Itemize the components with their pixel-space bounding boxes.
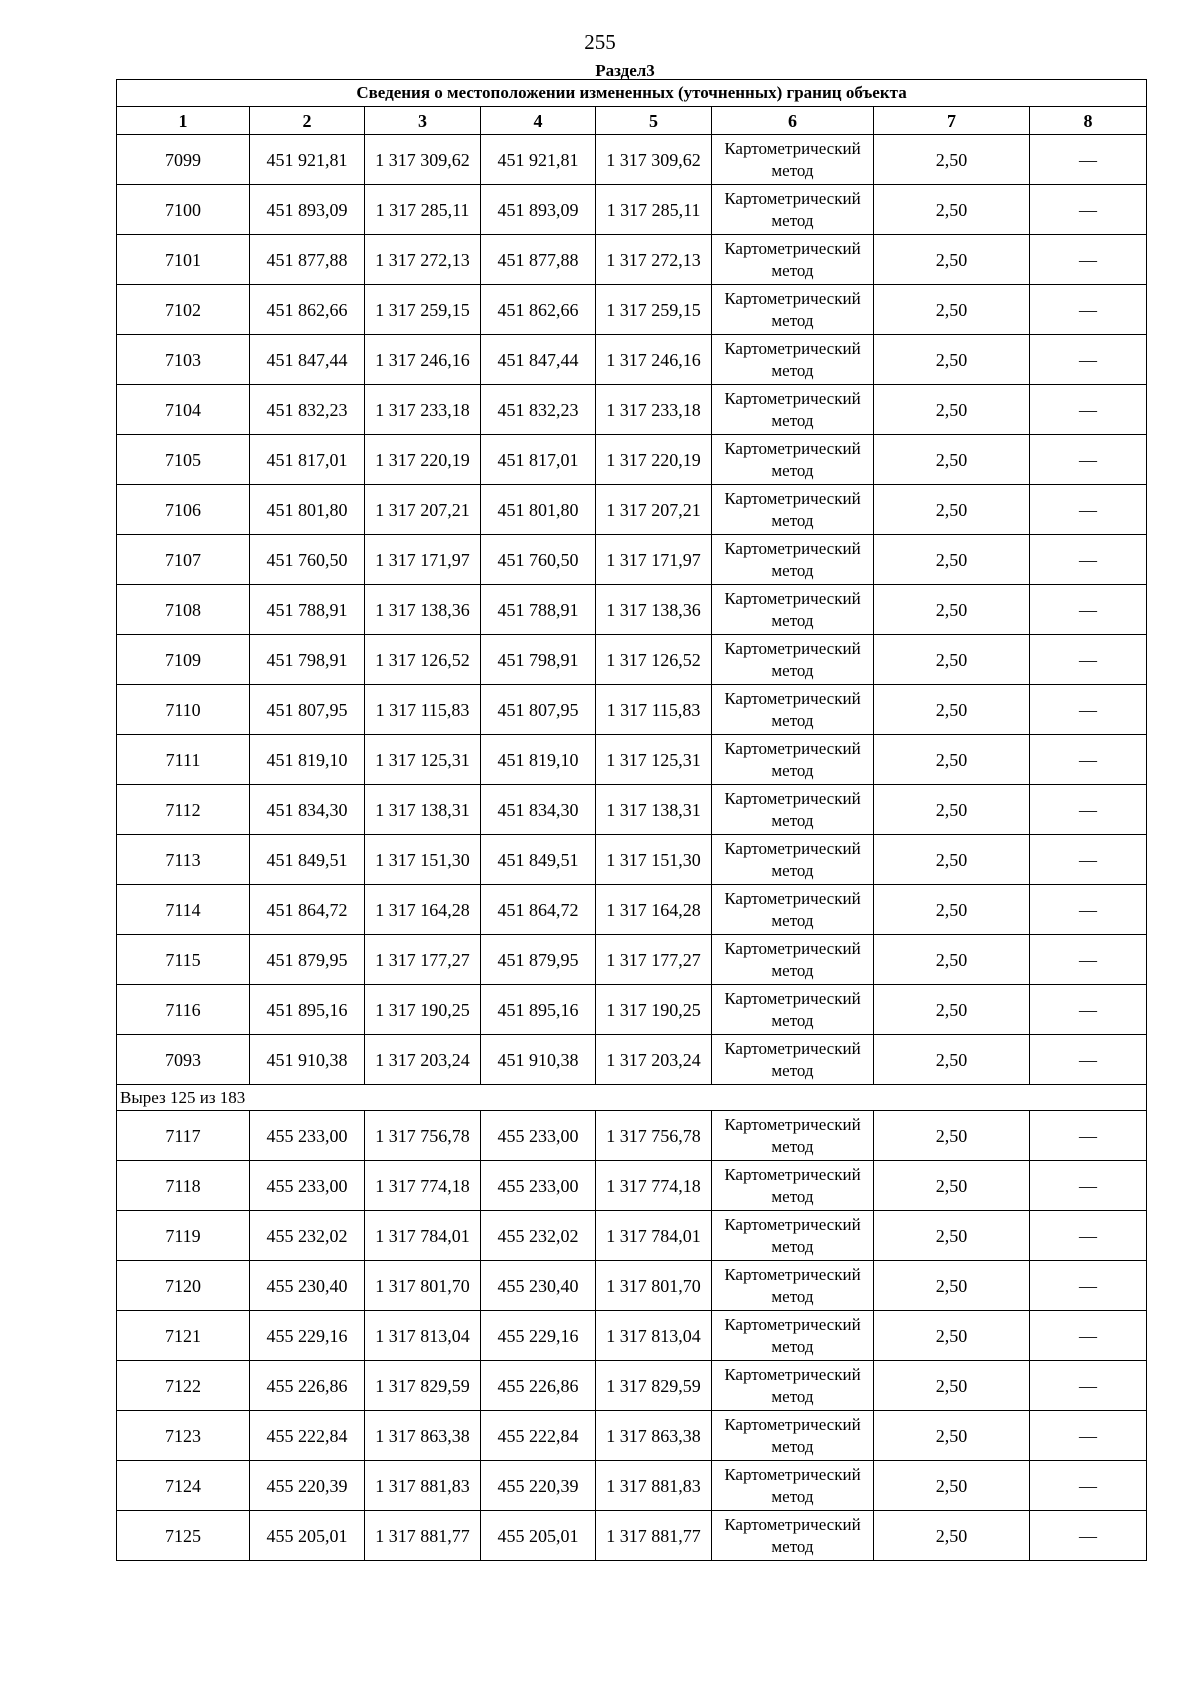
table-cell: 455 205,01 <box>250 1511 365 1561</box>
table-body-b <box>117 1111 1147 1561</box>
table-cell: 2,50 <box>874 1461 1030 1511</box>
table-cell: 1 317 829,59 <box>365 1361 481 1411</box>
table-cell: 2,50 <box>874 735 1030 785</box>
table-cell: 1 317 863,38 <box>365 1411 481 1461</box>
table-cell: 1 317 246,16 <box>596 335 712 385</box>
column-header: 7 <box>874 107 1030 135</box>
table-cell: Картометрический метод <box>712 285 874 335</box>
table-cell: 2,50 <box>874 1211 1030 1261</box>
table-cell: 451 788,91 <box>481 585 596 635</box>
table-cell: 1 317 813,04 <box>596 1311 712 1361</box>
table-cell: 1 317 164,28 <box>365 885 481 935</box>
table-cell: 1 317 813,04 <box>365 1311 481 1361</box>
column-header: 2 <box>250 107 365 135</box>
table-cell: 451 921,81 <box>250 135 365 185</box>
table-cell: 451 862,66 <box>481 285 596 335</box>
table-cell: Картометрический метод <box>712 635 874 685</box>
table-cell: — <box>1030 385 1147 435</box>
table-cell: 2,50 <box>874 785 1030 835</box>
coordinates-table <box>116 79 1147 1561</box>
header-row <box>117 107 1147 135</box>
table-row <box>117 135 1147 185</box>
table-cell: — <box>1030 1211 1147 1261</box>
group-row <box>117 1085 1147 1111</box>
table-cell: 7104 <box>117 385 250 435</box>
table-cell: — <box>1030 1161 1147 1211</box>
table-cell: 7120 <box>117 1261 250 1311</box>
table-cell: — <box>1030 335 1147 385</box>
table-row <box>117 935 1147 985</box>
table-cell: 451 921,81 <box>481 135 596 185</box>
table-cell: 7115 <box>117 935 250 985</box>
table-cell: 1 317 125,31 <box>596 735 712 785</box>
table-cell: Картометрический метод <box>712 1161 874 1211</box>
column-header: 5 <box>596 107 712 135</box>
table-cell: 451 817,01 <box>250 435 365 485</box>
table-cell: 7124 <box>117 1461 250 1511</box>
table-cell: 2,50 <box>874 485 1030 535</box>
table-cell: — <box>1030 185 1147 235</box>
table-cell: Картометрический метод <box>712 1461 874 1511</box>
table-cell: — <box>1030 1411 1147 1461</box>
table-cell: 7102 <box>117 285 250 335</box>
table-cell: 1 317 220,19 <box>365 435 481 485</box>
table-cell: 1 317 881,77 <box>365 1511 481 1561</box>
table-cell: 1 317 801,70 <box>596 1261 712 1311</box>
table-cell: 451 849,51 <box>481 835 596 885</box>
table-cell: 2,50 <box>874 1361 1030 1411</box>
table-cell: 451 832,23 <box>481 385 596 435</box>
table-cell: 2,50 <box>874 1035 1030 1085</box>
table-row <box>117 1211 1147 1261</box>
table-cell: 7116 <box>117 985 250 1035</box>
table-cell: Картометрический метод <box>712 885 874 935</box>
table-cell: 451 819,10 <box>481 735 596 785</box>
table-cell: 1 317 259,15 <box>596 285 712 335</box>
table-cell: 1 317 220,19 <box>596 435 712 485</box>
table-cell: Картометрический метод <box>712 535 874 585</box>
table-row <box>117 435 1147 485</box>
table-cell: 451 895,16 <box>481 985 596 1035</box>
table-cell: 7110 <box>117 685 250 735</box>
table-cell: — <box>1030 1261 1147 1311</box>
table-cell: 1 317 259,15 <box>365 285 481 335</box>
table-cell: 1 317 881,77 <box>596 1511 712 1561</box>
table-cell: 1 317 126,52 <box>596 635 712 685</box>
table-cell: 7118 <box>117 1161 250 1211</box>
table-row <box>117 785 1147 835</box>
table-cell: 451 879,95 <box>481 935 596 985</box>
table-row <box>117 485 1147 535</box>
table-cell: 1 317 115,83 <box>365 685 481 735</box>
table-cell: 1 317 863,38 <box>596 1411 712 1461</box>
table-cell: 1 317 829,59 <box>596 1361 712 1411</box>
table-cell: Картометрический метод <box>712 235 874 285</box>
table-row <box>117 385 1147 435</box>
table-cell: 7101 <box>117 235 250 285</box>
table-cell: 2,50 <box>874 1511 1030 1561</box>
table-row <box>117 1261 1147 1311</box>
table-cell: 1 317 125,31 <box>365 735 481 785</box>
group-label: Вырез 125 из 183 <box>117 1085 1147 1111</box>
table-row <box>117 185 1147 235</box>
table-cell: 1 317 151,30 <box>596 835 712 885</box>
table-cell: Картометрический метод <box>712 335 874 385</box>
table-cell: 2,50 <box>874 1261 1030 1311</box>
table-cell: 2,50 <box>874 835 1030 885</box>
table-cell: 1 317 177,27 <box>365 935 481 985</box>
table-cell: 451 817,01 <box>481 435 596 485</box>
table-cell: 7125 <box>117 1511 250 1561</box>
table-cell: 455 220,39 <box>481 1461 596 1511</box>
table-cell: 451 760,50 <box>250 535 365 585</box>
table-cell: 1 317 881,83 <box>596 1461 712 1511</box>
table-cell: 7123 <box>117 1411 250 1461</box>
table-cell: 1 317 164,28 <box>596 885 712 935</box>
table-cell: 455 233,00 <box>250 1111 365 1161</box>
table-cell: Картометрический метод <box>712 735 874 785</box>
table-cell: 1 317 177,27 <box>596 935 712 985</box>
table-cell: 7114 <box>117 885 250 935</box>
table-row <box>117 985 1147 1035</box>
table-cell: 455 233,00 <box>250 1161 365 1211</box>
table-cell: 451 895,16 <box>250 985 365 1035</box>
table-row <box>117 835 1147 885</box>
table-row <box>117 685 1147 735</box>
table-cell: 451 847,44 <box>250 335 365 385</box>
table-row <box>117 1161 1147 1211</box>
table-cell: 1 317 126,52 <box>365 635 481 685</box>
table-cell: 451 801,80 <box>250 485 365 535</box>
table-row <box>117 585 1147 635</box>
table-cell: 1 317 190,25 <box>365 985 481 1035</box>
table-cell: 455 220,39 <box>250 1461 365 1511</box>
table-cell: 1 317 784,01 <box>365 1211 481 1261</box>
table-cell: Картометрический метод <box>712 785 874 835</box>
table-cell: 451 910,38 <box>250 1035 365 1085</box>
table-cell: Картометрический метод <box>712 1035 874 1085</box>
table-cell: 2,50 <box>874 185 1030 235</box>
table-cell: 451 864,72 <box>250 885 365 935</box>
table-cell: 1 317 138,31 <box>596 785 712 835</box>
table-cell: — <box>1030 435 1147 485</box>
table-cell: 2,50 <box>874 435 1030 485</box>
table-cell: Картометрический метод <box>712 185 874 235</box>
table-cell: 451 801,80 <box>481 485 596 535</box>
table-cell: 2,50 <box>874 385 1030 435</box>
table-cell: — <box>1030 135 1147 185</box>
table-cell: 1 317 309,62 <box>365 135 481 185</box>
table-cell: 455 226,86 <box>481 1361 596 1411</box>
table-cell: 1 317 801,70 <box>365 1261 481 1311</box>
table-cell: 7108 <box>117 585 250 635</box>
table-cell: 1 317 138,36 <box>365 585 481 635</box>
table-cell: 451 834,30 <box>481 785 596 835</box>
table-row <box>117 235 1147 285</box>
table-cell: 455 229,16 <box>481 1311 596 1361</box>
table-cell: 1 317 285,11 <box>596 185 712 235</box>
table-body-a <box>117 135 1147 1085</box>
table-cell: 1 317 115,83 <box>596 685 712 735</box>
table-cell: 451 893,09 <box>481 185 596 235</box>
table-cell: 2,50 <box>874 1111 1030 1161</box>
table-cell: Картометрический метод <box>712 835 874 885</box>
table-cell: 451 760,50 <box>481 535 596 585</box>
table-cell: — <box>1030 785 1147 835</box>
table-cell: 2,50 <box>874 685 1030 735</box>
table-cell: Картометрический метод <box>712 435 874 485</box>
section-title: Раздел3 <box>595 61 655 80</box>
table-cell: 451 834,30 <box>250 785 365 835</box>
table-cell: 455 232,02 <box>481 1211 596 1261</box>
table-cell: 7117 <box>117 1111 250 1161</box>
table-row <box>117 285 1147 335</box>
table-cell: 2,50 <box>874 135 1030 185</box>
table-cell: 455 229,16 <box>250 1311 365 1361</box>
table-cell: Картометрический метод <box>712 135 874 185</box>
table-cell: 2,50 <box>874 935 1030 985</box>
table-cell: 1 317 207,21 <box>596 485 712 535</box>
column-header: 6 <box>712 107 874 135</box>
table-cell: 2,50 <box>874 635 1030 685</box>
table-row <box>117 1311 1147 1361</box>
table-row <box>117 1035 1147 1085</box>
page-number: 255 <box>584 30 616 54</box>
table-cell: 451 879,95 <box>250 935 365 985</box>
table-cell: 2,50 <box>874 1311 1030 1361</box>
table-cell: 451 788,91 <box>250 585 365 635</box>
table-row <box>117 535 1147 585</box>
table-cell: 7100 <box>117 185 250 235</box>
column-header: 1 <box>117 107 250 135</box>
table-cell: — <box>1030 835 1147 885</box>
table-cell: — <box>1030 1311 1147 1361</box>
table-cell: 1 317 233,18 <box>596 385 712 435</box>
table-cell: 7093 <box>117 1035 250 1085</box>
table-cell: — <box>1030 935 1147 985</box>
table-cell: 7106 <box>117 485 250 535</box>
table-cell: 2,50 <box>874 1411 1030 1461</box>
table-cell: 7099 <box>117 135 250 185</box>
table-cell: — <box>1030 635 1147 685</box>
column-header: 4 <box>481 107 596 135</box>
table-cell: 455 230,40 <box>250 1261 365 1311</box>
table-cell: 1 317 233,18 <box>365 385 481 435</box>
column-header: 3 <box>365 107 481 135</box>
table-cell: 1 317 784,01 <box>596 1211 712 1261</box>
table-row <box>117 885 1147 935</box>
table-cell: 451 807,95 <box>250 685 365 735</box>
table-row <box>117 1111 1147 1161</box>
table-cell: 451 847,44 <box>481 335 596 385</box>
table-cell: 455 233,00 <box>481 1161 596 1211</box>
table-cell: 451 798,91 <box>250 635 365 685</box>
table-cell: 2,50 <box>874 985 1030 1035</box>
table-cell: 1 317 285,11 <box>365 185 481 235</box>
table-cell: 2,50 <box>874 1161 1030 1211</box>
table-cell: 2,50 <box>874 235 1030 285</box>
table-cell: 455 230,40 <box>481 1261 596 1311</box>
table-cell: — <box>1030 735 1147 785</box>
table-cell: — <box>1030 585 1147 635</box>
table-cell: 7121 <box>117 1311 250 1361</box>
table-cell: 1 317 207,21 <box>365 485 481 535</box>
table-cell: — <box>1030 1511 1147 1561</box>
table-row <box>117 1461 1147 1511</box>
table-row <box>117 335 1147 385</box>
table-cell: — <box>1030 235 1147 285</box>
table-cell: 7107 <box>117 535 250 585</box>
table-cell: Картометрический метод <box>712 1311 874 1361</box>
table-cell: 455 232,02 <box>250 1211 365 1261</box>
table-cell: 451 862,66 <box>250 285 365 335</box>
table-cell: Картометрический метод <box>712 485 874 535</box>
table-cell: 7111 <box>117 735 250 785</box>
table-cell: 1 317 171,97 <box>596 535 712 585</box>
table-cell: 451 849,51 <box>250 835 365 885</box>
table-cell: Картометрический метод <box>712 1361 874 1411</box>
table-cell: 455 205,01 <box>481 1511 596 1561</box>
table-cell: 451 877,88 <box>481 235 596 285</box>
table-cell: 1 317 774,18 <box>365 1161 481 1211</box>
table-cell: Картометрический метод <box>712 935 874 985</box>
table-cell: 7103 <box>117 335 250 385</box>
table-cell: 1 317 309,62 <box>596 135 712 185</box>
table-cell: 451 864,72 <box>481 885 596 935</box>
table-cell: — <box>1030 985 1147 1035</box>
table-cell: — <box>1030 685 1147 735</box>
table-cell: 455 233,00 <box>481 1111 596 1161</box>
table-cell: Картометрический метод <box>712 1411 874 1461</box>
table-cell: 1 317 203,24 <box>365 1035 481 1085</box>
table-cell: 1 317 246,16 <box>365 335 481 385</box>
table-cell: — <box>1030 885 1147 935</box>
table-cell: 1 317 138,31 <box>365 785 481 835</box>
table-cell: — <box>1030 1361 1147 1411</box>
table-row <box>117 1411 1147 1461</box>
table-cell: Картометрический метод <box>712 1511 874 1561</box>
table-cell: 451 877,88 <box>250 235 365 285</box>
table-cell: 451 807,95 <box>481 685 596 735</box>
table-cell: Картометрический метод <box>712 1111 874 1161</box>
table-row <box>117 1361 1147 1411</box>
table-cell: 451 893,09 <box>250 185 365 235</box>
table-cell: 1 317 756,78 <box>596 1111 712 1161</box>
table-cell: Картометрический метод <box>712 1261 874 1311</box>
table-cell: — <box>1030 285 1147 335</box>
table-cell: 455 222,84 <box>250 1411 365 1461</box>
table-cell: 7105 <box>117 435 250 485</box>
table-cell: — <box>1030 535 1147 585</box>
table-cell: — <box>1030 485 1147 535</box>
table-cell: 1 317 171,97 <box>365 535 481 585</box>
table-cell: 1 317 272,13 <box>365 235 481 285</box>
table-cell: 7122 <box>117 1361 250 1411</box>
table-cell: Картометрический метод <box>712 685 874 735</box>
table-row <box>117 1511 1147 1561</box>
table-cell: 1 317 774,18 <box>596 1161 712 1211</box>
table-cell: 455 222,84 <box>481 1411 596 1461</box>
table-cell: 1 317 190,25 <box>596 985 712 1035</box>
column-header: 8 <box>1030 107 1147 135</box>
table-cell: 7119 <box>117 1211 250 1261</box>
table-cell: 1 317 203,24 <box>596 1035 712 1085</box>
table-cell: 451 910,38 <box>481 1035 596 1085</box>
table-cell: — <box>1030 1035 1147 1085</box>
table-caption: Сведения о местоположении измененных (уточненных) границ объекта <box>117 80 1147 107</box>
table-cell: Картометрический метод <box>712 585 874 635</box>
table-cell: 2,50 <box>874 535 1030 585</box>
table-cell: 1 317 756,78 <box>365 1111 481 1161</box>
table-cell: 2,50 <box>874 335 1030 385</box>
table-cell: 7109 <box>117 635 250 685</box>
table-cell: 7113 <box>117 835 250 885</box>
table-cell: 451 832,23 <box>250 385 365 435</box>
table-cell: 1 317 881,83 <box>365 1461 481 1511</box>
table-cell: 451 819,10 <box>250 735 365 785</box>
table-cell: — <box>1030 1461 1147 1511</box>
table-cell: — <box>1030 1111 1147 1161</box>
table-cell: Картометрический метод <box>712 985 874 1035</box>
table-cell: 7112 <box>117 785 250 835</box>
table-cell: 451 798,91 <box>481 635 596 685</box>
table-cell: Картометрический метод <box>712 385 874 435</box>
table-cell: 455 226,86 <box>250 1361 365 1411</box>
table-cell: 2,50 <box>874 285 1030 335</box>
table-row <box>117 635 1147 685</box>
table-cell: 2,50 <box>874 885 1030 935</box>
table-cell: 1 317 272,13 <box>596 235 712 285</box>
table-cell: 2,50 <box>874 585 1030 635</box>
table-cell: Картометрический метод <box>712 1211 874 1261</box>
table-cell: 1 317 151,30 <box>365 835 481 885</box>
table-cell: 1 317 138,36 <box>596 585 712 635</box>
table-row <box>117 735 1147 785</box>
